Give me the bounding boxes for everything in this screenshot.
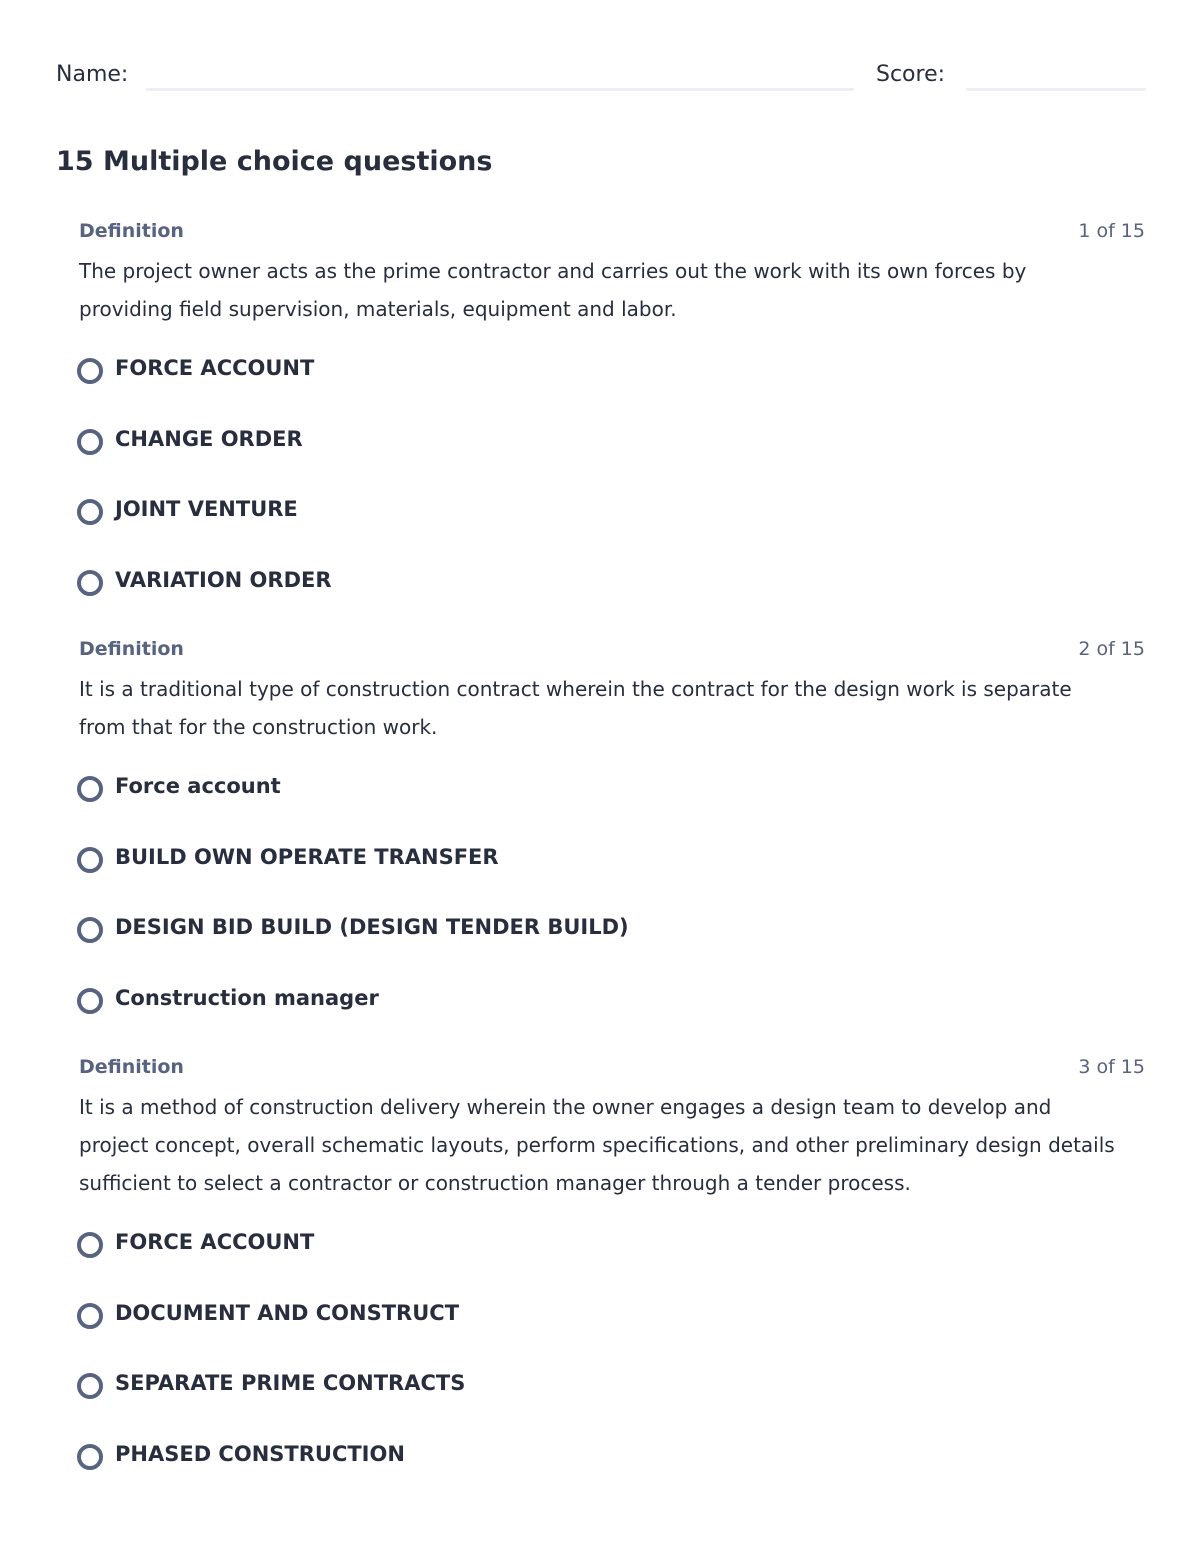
radio-circle-icon[interactable]	[77, 358, 103, 384]
question-header	[79, 1056, 1145, 1082]
option-label: PHASED CONSTRUCTION	[115, 1441, 405, 1466]
option-label: DOCUMENT AND CONSTRUCT	[115, 1300, 460, 1325]
question-type-label: Definition	[79, 638, 184, 660]
option[interactable]	[79, 1297, 979, 1368]
option[interactable]	[79, 423, 979, 494]
option[interactable]	[79, 911, 979, 982]
option[interactable]	[79, 841, 979, 912]
name-field[interactable]	[146, 88, 854, 91]
question-1	[79, 220, 1145, 592]
question-header	[79, 638, 1145, 664]
radio-circle-icon[interactable]	[77, 988, 103, 1014]
radio-circle-icon[interactable]	[77, 1373, 103, 1399]
option[interactable]	[79, 564, 979, 635]
question-type-label: Definition	[79, 1056, 184, 1078]
section-title: 15 Multiple choice questions	[56, 146, 493, 177]
option-label: Force account	[115, 774, 281, 798]
option-label: FORCE ACCOUNT	[115, 1230, 315, 1254]
question-text: The project owner acts as the prime contractor and carries out the work with its own forces by providing field supervision, materials, equipment and labor.	[79, 259, 1027, 321]
question-3	[79, 1056, 1145, 1466]
question-type-label: Definition	[79, 220, 184, 242]
option[interactable]	[79, 1367, 979, 1438]
score-field[interactable]	[966, 88, 1146, 91]
radio-circle-icon[interactable]	[77, 570, 103, 596]
option[interactable]	[79, 1438, 979, 1509]
question-header	[79, 220, 1145, 246]
radio-circle-icon[interactable]	[77, 429, 103, 455]
radio-circle-icon[interactable]	[77, 1232, 103, 1258]
name-label: Name:	[56, 62, 129, 87]
question-2	[79, 638, 1145, 1010]
option[interactable]	[79, 352, 979, 423]
radio-circle-icon[interactable]	[77, 1303, 103, 1329]
radio-circle-icon[interactable]	[77, 1444, 103, 1470]
option[interactable]	[79, 1226, 979, 1297]
question-text: It is a traditional type of construction contract wherein the contract for the design work is separate from that for the construction work.	[79, 677, 1072, 739]
question-text: It is a method of construction delivery wherein the owner engages a design team to develop and project concept, overall schematic layouts, perform specifications, and other preliminary design details sufficient to select a contractor or construction manager through a tender process.	[79, 1095, 1115, 1195]
header-row	[56, 58, 1146, 98]
option-label: CHANGE ORDER	[115, 426, 303, 451]
question-counter: 1 of 15	[1078, 220, 1145, 242]
options-list	[79, 770, 979, 1052]
option[interactable]	[79, 770, 979, 841]
question-counter: 3 of 15	[1078, 1056, 1145, 1078]
radio-circle-icon[interactable]	[77, 499, 103, 525]
options-list	[79, 352, 979, 634]
option-label: VARIATION ORDER	[115, 567, 332, 592]
option-label: BUILD OWN OPERATE TRANSFER	[115, 844, 499, 869]
option-label: Construction manager	[115, 985, 379, 1010]
option-label: SEPARATE PRIME CONTRACTS	[115, 1371, 466, 1395]
question-counter: 2 of 15	[1078, 638, 1145, 660]
option[interactable]	[79, 493, 979, 564]
score-label: Score:	[876, 62, 946, 87]
option-label: DESIGN BID BUILD (DESIGN TENDER BUILD)	[115, 915, 629, 939]
option-label: JOINT VENTURE	[115, 497, 298, 521]
radio-circle-icon[interactable]	[77, 847, 103, 873]
radio-circle-icon[interactable]	[77, 776, 103, 802]
radio-circle-icon[interactable]	[77, 917, 103, 943]
option-label: FORCE ACCOUNT	[115, 356, 315, 380]
option[interactable]	[79, 982, 979, 1053]
options-list	[79, 1226, 979, 1508]
